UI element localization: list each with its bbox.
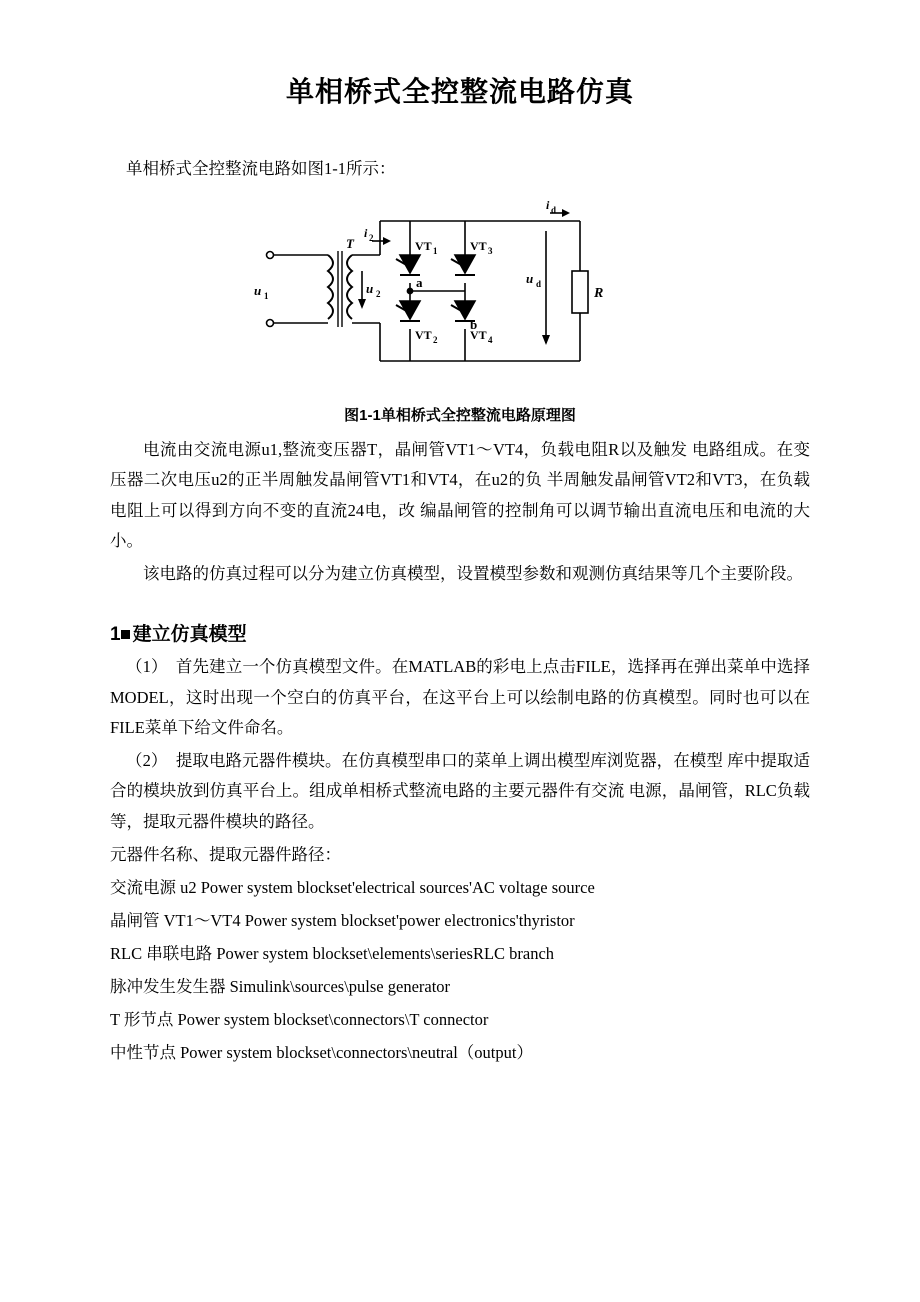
label-VT3: VT	[470, 238, 487, 253]
path-line-2: 晶闸管 VT1〜VT4 Power system blockset'power electronics'thyristor	[110, 911, 575, 931]
svg-text:d: d	[551, 204, 557, 215]
label-VT2: VT	[415, 327, 432, 342]
svg-text:d: d	[536, 278, 542, 289]
section-heading-1	[110, 619, 810, 646]
label-VT1: VT	[415, 238, 432, 253]
label-node-b: b	[470, 316, 478, 332]
circuit-diagram-svg	[250, 193, 670, 393]
paths-header: 元器件名称、提取元器件路径：	[110, 845, 341, 865]
path-line-6: 中性节点 Power system blockset\connectors\neutral（output）	[110, 1043, 533, 1063]
label-i2: i	[364, 225, 368, 240]
svg-text:3: 3	[488, 245, 493, 256]
svg-text:1: 1	[264, 290, 269, 301]
label-R: R	[594, 285, 604, 301]
label-u2: u	[366, 280, 374, 296]
svg-text:2: 2	[433, 334, 438, 345]
svg-text:4: 4	[488, 334, 493, 345]
section-item-2: （2） 提取电路元器件模块。在仿真模型串口的菜单上调出模型库浏览器，在模型 库中提取适合的模块放到仿真平台上。组成单相桥式整流电路的主要元器件有交流 电源，晶闸管，RLC负载等，提取元器件模块的路径。	[110, 750, 810, 831]
square-bullet-icon	[121, 630, 130, 639]
label-T: T	[346, 235, 354, 251]
label-id: i	[546, 197, 550, 212]
label-ud: u	[526, 270, 534, 286]
label-u1: u	[254, 282, 262, 298]
section-number: 1	[110, 624, 121, 646]
section-heading-text: 建立仿真模型	[132, 624, 247, 646]
body-paragraph-2: 该电路的仿真过程可以分为建立仿真模型，设置模型参数和观测仿真结果等几个主要阶段。	[143, 563, 803, 583]
path-line-1: 交流电源 u2 Power system blockset'electrical sources'AC voltage source	[110, 878, 595, 898]
path-line-3: RLC 串联电路 Power system blockset\elements\seriesRLC branch	[110, 944, 555, 964]
section-item-1: （1） 首先建立一个仿真模型文件。在MATLAB的彩电上点击FILE，选择再在弹出菜单中选择MODEL，这时出现一个空白的仿真平台，在这平台上可以绘制电路的仿真模型。同时也可以在FILE菜单下给文件命名。	[110, 657, 810, 738]
figure-caption: 图1-1单相桥式全控整流电路原理图	[344, 406, 576, 424]
page-title: 单相桥式全控整流电路仿真	[285, 76, 634, 107]
path-line-5: T 形节点 Power system blockset\connectors\T connector	[110, 1010, 489, 1030]
body-paragraph-1: 电流由交流电源u1,整流变压器T，晶闸管VT1〜VT4，负载电阻R以及触发 电路组成。在变压器二次电压u2的正半周触发晶闸管VT1和VT4，在u2的负 半周触发晶闸管VT2和VT3，在负载电阻上可以得到方向不变的直流24电，改 编晶闸管的控制角可以调节输出直流电压和电流的大小。	[110, 439, 810, 551]
label-node-a: a	[416, 274, 423, 290]
path-line-4: 脉冲发生发生器 Simulink\sources\pulse generator	[110, 977, 451, 997]
document-content	[110, 70, 810, 1069]
intro-paragraph: 单相桥式全控整流电路如图1-1所示：	[126, 159, 396, 178]
circuit-figure	[110, 193, 810, 398]
svg-text:1: 1	[433, 245, 438, 256]
svg-text:2: 2	[376, 288, 381, 299]
label-VT4: VT	[470, 327, 487, 342]
svg-text:2: 2	[369, 232, 374, 243]
